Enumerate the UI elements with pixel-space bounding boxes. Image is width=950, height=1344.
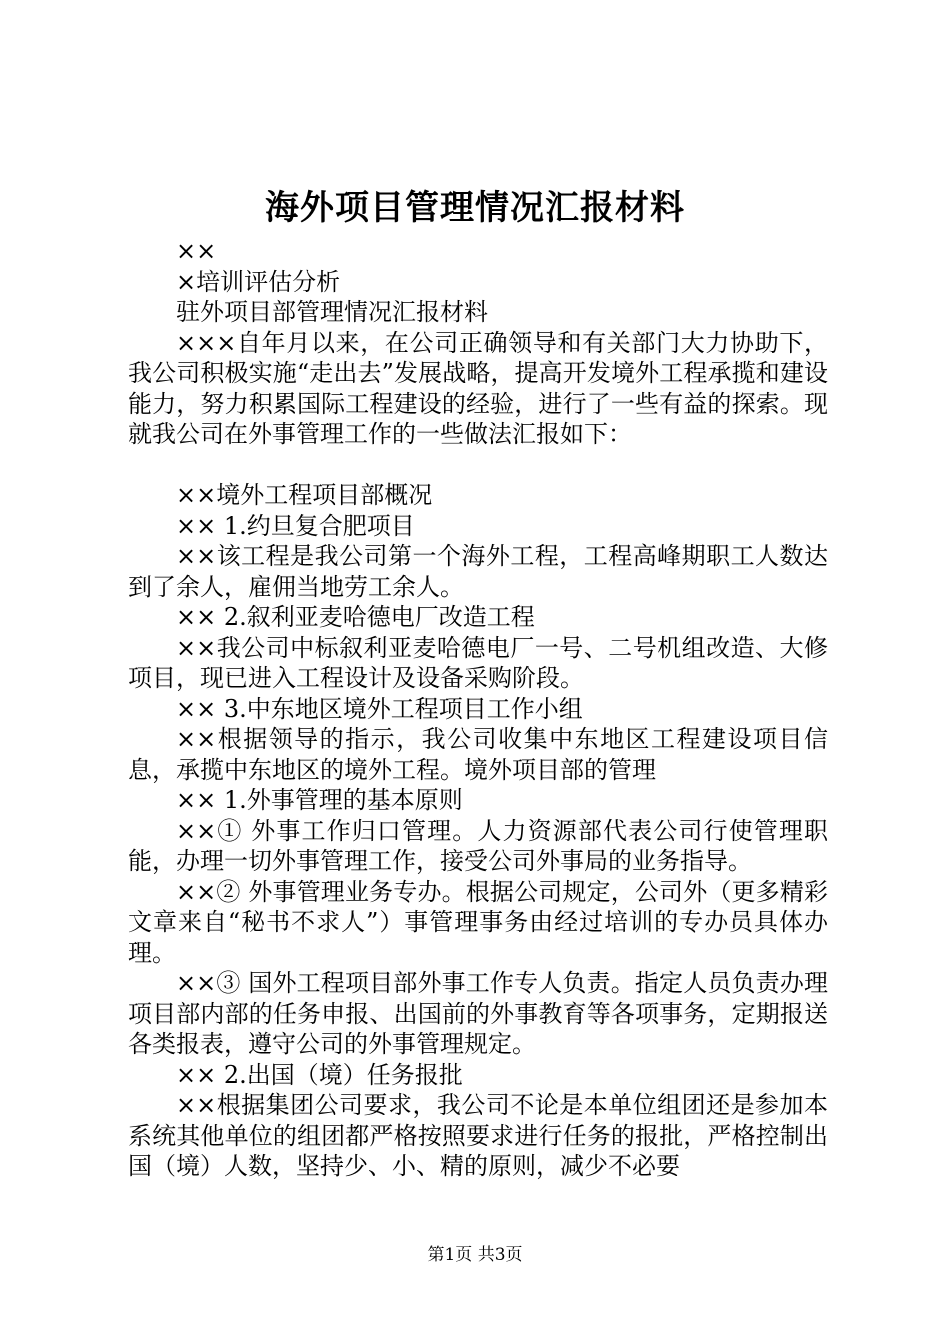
paragraph: 驻外项目部管理情况汇报材料: [176, 298, 488, 326]
subsection-heading: ×× 3.中东地区境外工程项目工作小组: [176, 694, 583, 723]
paragraph: ××① 外事工作归口管理。人力资源部代表公司行使管理职能，办理一切外事管理工作，接受公司外事局的业务指导。: [128, 816, 828, 875]
subsection-heading: ×× 2.叙利亚麦哈德电厂改造工程: [176, 603, 535, 631]
document-body: [128, 236, 828, 1182]
paragraph: ××我公司中标叙利亚麦哈德电厂一号、二号机组改造、大修项目，现已进入工程设计及设备采购阶段。: [128, 633, 828, 692]
paragraph: ×培训评估分析: [176, 267, 341, 296]
subsection-heading: ×× 1.约旦复合肥项目: [176, 511, 415, 540]
page-footer: 第1页 共3页: [427, 1245, 523, 1265]
paragraph: ××该工程是我公司第一个海外工程，工程高峰期职工人数达到了余人，雇佣当地劳工余人。: [128, 542, 828, 601]
paragraph: ×××自年月以来，在公司正确领导和有关部门大力协助下，我公司积极实施“走出去”发展战略，提高开发境外工程承揽和建设能力，努力积累国际工程建设的经验，进行了一些有益的探索。现就我公司在外事管理工作的一些做法汇报如下：: [128, 328, 828, 448]
paragraph: ××: [176, 237, 217, 265]
paragraph: ××根据领导的指示，我公司收集中东地区工程建设项目信息，承揽中东地区的境外工程。境外项目部的管理: [128, 725, 828, 784]
subsection-heading: ×× 2.出国（境）任务报批: [176, 1060, 463, 1089]
document-title: 海外项目管理情况汇报材料: [265, 188, 685, 228]
paragraph: ××② 外事管理业务专办。根据公司规定，公司外（更多精彩文章来自“秘书不求人”）事管理事务由经过培训的专办员具体办理。: [128, 877, 828, 967]
paragraph: ××③ 国外工程项目部外事工作专人负责。指定人员负责办理项目部内部的任务申报、出国前的外事教育等各项事务，定期报送各类报表，遵守公司的外事管理规定。: [128, 969, 828, 1058]
section-heading: ××境外工程项目部概况: [176, 481, 433, 509]
subsection-heading: ×× 1.外事管理的基本原则: [176, 786, 463, 814]
paragraph: ××根据集团公司要求，我公司不论是本单位组团还是参加本系统其他单位的组团都严格按照要求进行任务的报批，严格控制出国（境）人数，坚持少、小、精的原则，减少不必要: [128, 1091, 828, 1180]
